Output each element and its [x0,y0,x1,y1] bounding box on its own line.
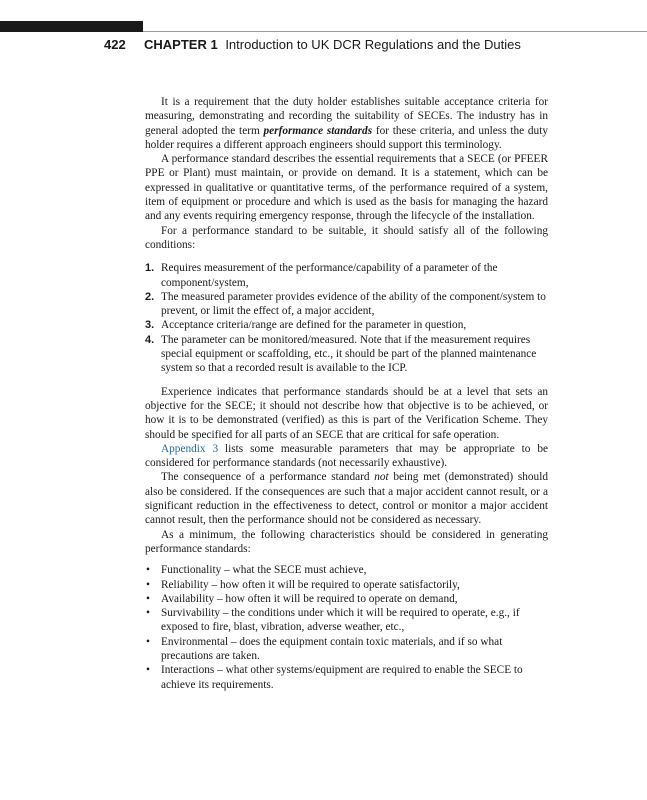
list-text: The measured parameter provides evidence of the ability of the component/system to prevent, or limit the effect of, a major accident, [161,290,546,318]
header-decor-bar [0,21,143,32]
conditions-list [145,261,548,375]
list-text: Requires measurement of the performance/capability of a parameter of the component/system, [161,262,498,289]
paragraph-experience: Experience indicates that performance standards should be at a level that sets an objective for the SECE; it should not describe how that objective is to be achieved, or how it is to be demonstrated (verified) as this is part of the Verification Scheme. They should be specified for all parts of an SECE that are critical for safe operation. [145,385,548,441]
paragraph-text: for these criteria, and unless the duty holder requires a different approach engineers should support this terminology. [145,124,548,151]
list-item [145,563,548,577]
list-text: The parameter can be monitored/measured. Note that if the measurement requires special equipment or scaffolding, etc., it should be part of the planned maintenance system so that a recorded result is available to the ICP. [161,333,537,375]
list-text: Interactions – what other systems/equipment are required to enable the SECE to achieve its requirements. [161,664,523,691]
list-text: Availability – how often it will be required to operate on demand, [161,592,458,605]
paragraph-text: being met (demonstrated) should also be considered. If the consequences are such that a major accident cannot result, or a significant reduction in the effectiveness to detect, control or monitor a major accident cannot result, then the performance should not be considered as necessary. [145,471,548,527]
bullet-icon: • [146,607,150,620]
list-item [145,333,548,376]
list-number: 3. [145,319,155,332]
list-item [145,663,548,692]
list-item [145,261,548,290]
paragraph-acceptance-criteria [145,95,548,152]
appendix-3-link[interactable]: Appendix 3 [161,442,219,455]
characteristics-list [145,563,548,692]
list-text: Acceptance criteria/range are defined for the parameter in question, [161,319,467,332]
paragraph-appendix-reference [145,442,548,471]
list-text: Reliability – how often it will be required to operate satisfactorily, [161,578,460,591]
paragraph-text: lists some measurable parameters that may be appropriate to be considered for performance standards (not necessarily exhaustive). [145,442,548,470]
paragraph-text: The consequence of a performance standard [161,471,375,484]
list-number: 4. [145,333,155,346]
list-number: 1. [145,262,155,275]
chapter-title: Introduction to UK DCR Regulations and the Duties [225,37,521,52]
emphasis-not: not [374,471,389,484]
list-text: Functionality – what the SECE must achieve, [161,564,367,577]
header-rule [143,31,647,32]
paragraph-definition: A performance standard describes the essential requirements that a SECE (or PFEER PPE or Plant) must maintain, or provide on demand. It is a statement, which can be expressed in qualitative or quantitative terms, of the performance required of a system, item of equipment or procedure and which is used as the basis for managing the hazard and any events requiring emergency response, through the lifecycle of the installation. [145,153,548,223]
page-number: 422 [104,37,126,52]
list-item [145,592,548,606]
bullet-icon: • [146,592,150,605]
bullet-icon: • [146,664,150,677]
list-item [145,606,548,635]
term-performance-standards: performance standards [263,124,373,137]
bullet-icon: • [146,564,150,577]
list-number: 2. [145,290,155,303]
chapter-label: CHAPTER 1 [144,37,218,52]
bullet-icon: • [146,635,150,648]
bullet-icon: • [146,578,150,591]
list-text: Environmental – does the equipment contain toxic materials, and if so what precautions are taken. [161,635,503,662]
page-body [145,95,548,692]
list-text: Survivability – the conditions under which it will be required to operate, e.g., if exposed to fire, blast, vibration, adverse weather, etc., [161,607,520,634]
list-item [145,635,548,664]
list-item [145,578,548,592]
paragraph-conditions-intro: For a performance standard to be suitable, it should satisfy all of the following conditions: [145,224,548,251]
paragraph-text: It is a requirement that the duty holder establishes suitable acceptance criteria for measuring, demonstrating and recording the suitability of SECEs. The industry has in general adopted the term [145,96,548,137]
paragraph-characteristics-intro: As a minimum, the following characteristics should be considered in generating performance standards: [145,528,548,555]
list-item [145,318,548,332]
running-header [104,36,521,54]
list-item [145,290,548,319]
paragraph-consequence [145,470,548,527]
